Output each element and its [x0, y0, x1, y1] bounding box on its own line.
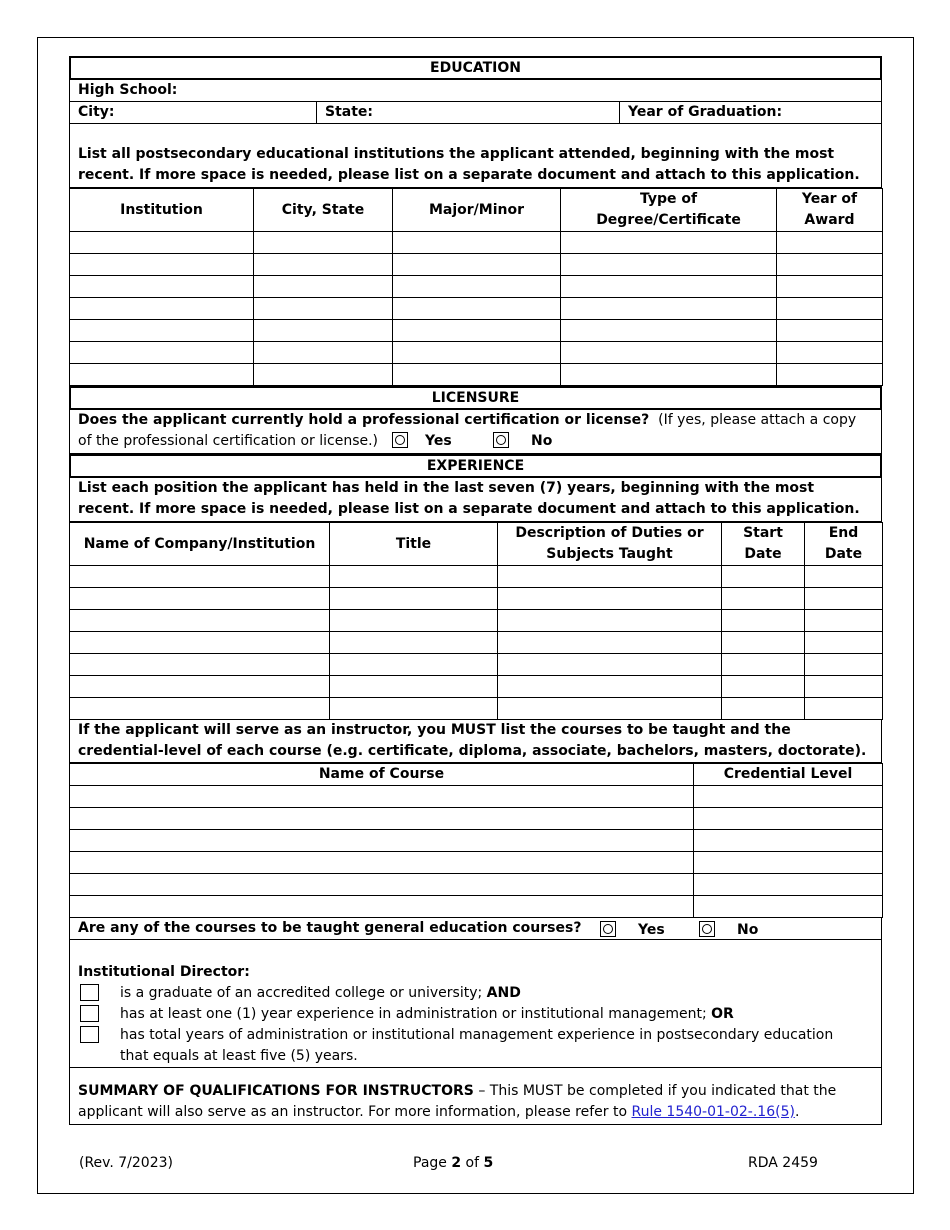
experience-table-cell[interactable]: [722, 566, 805, 588]
experience-table-cell[interactable]: [805, 676, 883, 698]
experience-table-row: [70, 676, 883, 698]
education-table-cell[interactable]: [254, 320, 393, 342]
education-table-cell[interactable]: [561, 232, 777, 254]
experience-table-cell[interactable]: [722, 632, 805, 654]
experience-table-cell[interactable]: [805, 632, 883, 654]
director-item-checkbox[interactable]: [80, 1005, 99, 1022]
city-field[interactable]: [70, 102, 317, 123]
experience-table-cell[interactable]: [722, 676, 805, 698]
courses-table-cell[interactable]: [70, 874, 694, 896]
year-graduation-field[interactable]: [620, 102, 782, 123]
education-table-cell[interactable]: [561, 298, 777, 320]
experience-table-cell[interactable]: [498, 566, 722, 588]
page-prefix: Page: [413, 1155, 452, 1171]
education-table-cell[interactable]: [777, 342, 883, 364]
experience-table-cell[interactable]: [498, 654, 722, 676]
city-state-year-row: [69, 102, 882, 124]
gen-ed-no-radio[interactable]: [699, 921, 715, 937]
experience-table-cell[interactable]: [722, 698, 805, 720]
education-table-cell[interactable]: [561, 276, 777, 298]
licensure-yes-radio[interactable]: [392, 432, 408, 448]
experience-table-cell[interactable]: [330, 654, 498, 676]
courses-table-cell[interactable]: [694, 874, 883, 896]
experience-table-cell[interactable]: [722, 654, 805, 676]
courses-instructions: If the applicant will serve as an instructor, you MUST list the courses to be taught and the credential-level of each course (e.g. certificate, diploma, associate, bachelors, masters, doctorate).: [69, 720, 882, 763]
director-item: [70, 1004, 881, 1025]
education-table-cell[interactable]: [70, 320, 254, 342]
state-field[interactable]: [317, 102, 620, 123]
experience-table-cell[interactable]: [498, 698, 722, 720]
courses-table-cell[interactable]: [694, 896, 883, 918]
courses-table-row: [70, 808, 883, 830]
education-table: [69, 188, 883, 386]
courses-table-row: [70, 786, 883, 808]
education-table-cell[interactable]: [561, 254, 777, 276]
courses-table-cell[interactable]: [694, 786, 883, 808]
director-item-checkbox[interactable]: [80, 984, 99, 1001]
experience-table-cell[interactable]: [70, 654, 330, 676]
courses-column-header: Name of Course: [70, 764, 694, 786]
education-table-cell[interactable]: [254, 364, 393, 386]
education-table-header: [70, 189, 883, 232]
experience-table-cell[interactable]: [805, 698, 883, 720]
courses-table-row: [70, 874, 883, 896]
education-table-cell[interactable]: [393, 364, 561, 386]
courses-table-cell[interactable]: [70, 852, 694, 874]
director-item-text: [120, 1025, 861, 1067]
courses-table-header: [70, 764, 883, 786]
form-id: RDA 2459: [748, 1155, 818, 1171]
experience-table-cell[interactable]: [330, 566, 498, 588]
education-table-cell[interactable]: [70, 298, 254, 320]
experience-table-cell[interactable]: [70, 610, 330, 632]
director-item-label: has total years of administration or institutional management experience in postsecondary education that equals at least five (5) years.: [120, 1027, 834, 1064]
city-label: City:: [78, 104, 115, 120]
gen-ed-no-option[interactable]: [699, 920, 758, 941]
gen-ed-yes-radio[interactable]: [600, 921, 616, 937]
director-item-text: [120, 983, 521, 1004]
education-table-row: [70, 364, 883, 386]
courses-column-header: Credential Level: [694, 764, 883, 786]
director-item-conjunction: OR: [711, 1006, 734, 1022]
experience-instructions: List each position the applicant has held in the last seven (7) years, beginning with the most recent. If more space is needed, please list on a separate document and attach to this application.: [69, 478, 882, 522]
experience-table-row: [70, 588, 883, 610]
director-item-text: [120, 1004, 734, 1025]
experience-column-header: Name of Company/Institution: [70, 523, 330, 566]
state-label: State:: [325, 104, 374, 120]
courses-table-body: [70, 786, 883, 918]
experience-table-cell[interactable]: [330, 632, 498, 654]
education-table-cell[interactable]: [777, 276, 883, 298]
director-item: [70, 1025, 881, 1067]
education-table-cell[interactable]: [393, 232, 561, 254]
education-column-header: Type of Degree/Certificate: [561, 189, 777, 232]
licensure-no-option[interactable]: [493, 431, 552, 452]
experience-table-cell[interactable]: [498, 632, 722, 654]
page-current: 2: [451, 1155, 462, 1171]
courses-table-cell[interactable]: [694, 808, 883, 830]
courses-table-row: [70, 830, 883, 852]
experience-table-cell[interactable]: [498, 610, 722, 632]
summary-section: [69, 1068, 882, 1125]
education-column-header: Year of Award: [777, 189, 883, 232]
application-form: [69, 56, 882, 1125]
director-title: Institutional Director:: [78, 964, 250, 980]
director-item-conjunction: AND: [486, 985, 521, 1001]
experience-table-row: [70, 566, 883, 588]
education-table-cell[interactable]: [777, 254, 883, 276]
education-table-cell[interactable]: [254, 298, 393, 320]
education-table-cell[interactable]: [393, 342, 561, 364]
education-table-cell[interactable]: [393, 254, 561, 276]
education-table-cell[interactable]: [393, 276, 561, 298]
experience-table-cell[interactable]: [805, 566, 883, 588]
education-table-cell[interactable]: [254, 232, 393, 254]
experience-table-cell[interactable]: [70, 566, 330, 588]
licensure-question-text: [78, 410, 873, 452]
director-item: [70, 983, 881, 1004]
director-section: [69, 940, 882, 1068]
licensure-yes-option[interactable]: [392, 431, 452, 452]
revision-label: (Rev. 7/2023): [79, 1155, 173, 1171]
courses-table-row: [70, 896, 883, 918]
summary-title: SUMMARY OF QUALIFICATIONS FOR INSTRUCTORS: [78, 1083, 474, 1099]
courses-table-cell[interactable]: [694, 852, 883, 874]
licensure-header: LICENSURE: [69, 386, 882, 410]
experience-column-header: Description of Duties or Subjects Taught: [498, 523, 722, 566]
education-table-cell[interactable]: [254, 254, 393, 276]
experience-table-row: [70, 610, 883, 632]
experience-table-cell[interactable]: [330, 588, 498, 610]
courses-table: [69, 763, 883, 918]
experience-table-body: [70, 566, 883, 720]
experience-table-row: [70, 632, 883, 654]
courses-table-cell[interactable]: [70, 830, 694, 852]
education-column-header: Institution: [70, 189, 254, 232]
gen-ed-no-label: No: [737, 922, 759, 938]
education-table-row: [70, 276, 883, 298]
licensure-yes-label: Yes: [425, 433, 452, 449]
page-number: [413, 1155, 493, 1171]
education-instructions: List all postsecondary educational institutions the applicant attended, beginning with the most recent. If more space is needed, please list on a separate document and attach to this application.: [69, 124, 882, 188]
education-table-cell[interactable]: [777, 232, 883, 254]
experience-table-cell[interactable]: [70, 588, 330, 610]
rule-link[interactable]: Rule 1540-01-02-.16(5): [631, 1104, 795, 1120]
education-table-cell[interactable]: [777, 298, 883, 320]
experience-table-row: [70, 698, 883, 720]
courses-table-cell[interactable]: [70, 808, 694, 830]
education-table-cell[interactable]: [70, 276, 254, 298]
experience-column-header: Start Date: [722, 523, 805, 566]
experience-table: [69, 522, 883, 720]
director-item-label: is a graduate of an accredited college or university;: [120, 985, 483, 1001]
gen-ed-question-row: [69, 918, 882, 940]
education-column-header: City, State: [254, 189, 393, 232]
experience-table-cell[interactable]: [805, 610, 883, 632]
licensure-no-radio[interactable]: [493, 432, 509, 448]
education-table-cell[interactable]: [254, 342, 393, 364]
education-table-row: [70, 254, 883, 276]
experience-table-cell[interactable]: [70, 698, 330, 720]
education-table-row: [70, 298, 883, 320]
education-table-body: [70, 232, 883, 386]
education-table-cell[interactable]: [561, 320, 777, 342]
education-table-row: [70, 342, 883, 364]
experience-table-header: [70, 523, 883, 566]
courses-table-cell[interactable]: [70, 896, 694, 918]
experience-column-header: Title: [330, 523, 498, 566]
education-table-row: [70, 232, 883, 254]
licensure-no-label: No: [531, 433, 553, 449]
education-column-header: Major/Minor: [393, 189, 561, 232]
experience-table-cell[interactable]: [722, 610, 805, 632]
experience-table-cell[interactable]: [330, 610, 498, 632]
experience-table-cell[interactable]: [722, 588, 805, 610]
experience-table-cell[interactable]: [330, 676, 498, 698]
experience-table-cell[interactable]: [498, 588, 722, 610]
education-table-cell[interactable]: [70, 232, 254, 254]
page-of: of: [461, 1155, 484, 1171]
high-school-field[interactable]: [69, 80, 882, 102]
courses-table-row: [70, 852, 883, 874]
experience-table-cell[interactable]: [805, 654, 883, 676]
high-school-label: High School:: [78, 82, 178, 98]
licensure-note: (If yes, please attach a copy of the professional certification or license.): [78, 412, 857, 449]
education-table-cell[interactable]: [70, 254, 254, 276]
director-item-checkbox[interactable]: [80, 1026, 99, 1043]
licensure-question-row: [69, 410, 882, 454]
director-item-label: has at least one (1) year experience in administration or institutional management;: [120, 1006, 707, 1022]
experience-table-cell[interactable]: [330, 698, 498, 720]
education-table-cell[interactable]: [393, 298, 561, 320]
gen-ed-yes-label: Yes: [638, 922, 665, 938]
experience-table-cell[interactable]: [70, 676, 330, 698]
page-total: 5: [483, 1155, 494, 1171]
year-graduation-label: Year of Graduation:: [628, 104, 783, 120]
gen-ed-yes-option[interactable]: [600, 920, 665, 941]
summary-period: .: [794, 1104, 800, 1120]
summary-text: – This MUST be completed if you indicated that the applicant will also serve as an instructor. For more information, please refer to: [78, 1083, 837, 1120]
education-table-cell[interactable]: [254, 276, 393, 298]
education-table-cell[interactable]: [561, 364, 777, 386]
education-table-cell[interactable]: [393, 320, 561, 342]
courses-table-cell[interactable]: [694, 830, 883, 852]
licensure-question: Does the applicant currently hold a professional certification or license?: [78, 412, 650, 428]
courses-table-cell[interactable]: [70, 786, 694, 808]
education-header: EDUCATION: [69, 56, 882, 80]
experience-table-cell[interactable]: [805, 588, 883, 610]
education-table-cell[interactable]: [777, 320, 883, 342]
experience-column-header: End Date: [805, 523, 883, 566]
education-table-cell[interactable]: [561, 342, 777, 364]
experience-table-cell[interactable]: [70, 632, 330, 654]
experience-header: EXPERIENCE: [69, 454, 882, 478]
education-table-cell[interactable]: [70, 364, 254, 386]
gen-ed-question: Are any of the courses to be taught general education courses?: [78, 920, 582, 936]
education-table-cell[interactable]: [777, 364, 883, 386]
education-table-row: [70, 320, 883, 342]
education-table-cell[interactable]: [70, 342, 254, 364]
experience-table-cell[interactable]: [498, 676, 722, 698]
experience-table-row: [70, 654, 883, 676]
